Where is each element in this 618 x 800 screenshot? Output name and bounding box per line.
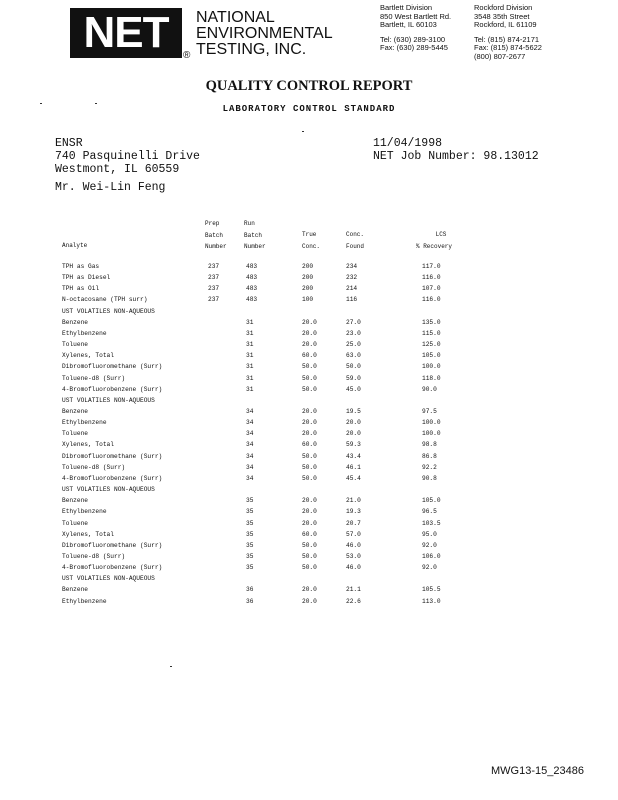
cell-analyte: 4-Bromofluorobenzene (Surr)	[62, 474, 163, 482]
header-run-line-3: Number	[244, 243, 266, 250]
bartlett-fax: Fax: (630) 289-5445	[380, 43, 448, 53]
cell-true-conc: 200	[302, 263, 314, 270]
cell-true-conc: 50.0	[302, 541, 317, 549]
bartlett-name: Bartlett Division	[380, 3, 433, 12]
cell-run-batch: 31	[246, 385, 254, 393]
cell-conc-found: 53.0	[346, 552, 361, 560]
client-address-line-1: 740 Pasquinelli Drive	[55, 150, 200, 163]
cell-analyte: Xylenes, Total	[62, 441, 114, 449]
cell-run-batch: 35	[246, 508, 254, 516]
header-prep-line-3: Number	[205, 243, 227, 250]
cell-conc-found: 22.6	[346, 597, 361, 605]
header-true-conc	[302, 229, 320, 252]
cell-analyte: Ethylbenzene	[62, 329, 107, 337]
rockford-address1: 3548 35th Street	[474, 11, 530, 21]
cell-true-conc: 60.0	[302, 441, 317, 449]
header-lcs-recovery	[416, 229, 452, 252]
table-row	[0, 317, 618, 328]
cell-run-batch: 34	[246, 419, 254, 427]
cell-lcs-recovery: 100.0	[422, 363, 441, 371]
cell-run-batch: 31	[246, 363, 254, 371]
cell-analyte: 4-Bromofluorobenzene (Surr)	[62, 564, 163, 571]
cell-analyte: Benzene	[62, 497, 88, 505]
table-row	[0, 518, 618, 529]
cell-lcs-recovery: 116.0	[422, 296, 441, 304]
cell-lcs-recovery: 96.5	[422, 508, 437, 516]
table-row	[0, 439, 618, 450]
scan-speck	[40, 103, 42, 104]
table-row	[0, 294, 618, 305]
cell-lcs-recovery: 92.2	[422, 463, 437, 471]
rockford-phone: (800) 807-2677	[474, 51, 526, 61]
bartlett-tel: Tel: (630) 289-3100	[380, 34, 446, 44]
cell-lcs-recovery: 105.0	[422, 352, 441, 360]
table-row	[0, 373, 618, 384]
section-header-row	[0, 573, 618, 584]
cell-run-batch: 31	[246, 352, 254, 360]
cell-run-batch: 35	[246, 564, 254, 571]
scan-speck	[302, 131, 304, 132]
cell-analyte: 4-Bromofluorobenzene (Surr)	[62, 385, 163, 393]
cell-true-conc: 20.0	[302, 497, 317, 505]
rockford-tel: Tel: (815) 874-2171	[474, 34, 540, 44]
header-run-batch	[244, 218, 266, 253]
cell-prep-batch: 237	[208, 274, 220, 282]
cell-conc-found: 46.0	[346, 564, 361, 571]
rockford-fax: Fax: (815) 874-5622	[474, 43, 542, 53]
registered-mark: ®	[183, 50, 191, 61]
cell-true-conc: 20.0	[302, 408, 317, 415]
header-lcs-line-2: % Recovery	[416, 242, 453, 250]
cell-true-conc: 20.0	[302, 519, 317, 527]
cell-analyte: Xylenes, Total	[62, 352, 114, 360]
cell-true-conc: 50.0	[302, 564, 317, 571]
cell-conc-found: 59.0	[346, 374, 361, 382]
cell-true-conc: 20.0	[302, 430, 317, 438]
cell-run-batch: 34	[246, 430, 254, 438]
cell-run-batch: 483	[246, 274, 258, 282]
table-row	[0, 462, 618, 473]
cell-conc-found: 63.0	[346, 352, 361, 360]
cell-run-batch: 36	[246, 586, 254, 594]
cell-true-conc: 50.0	[302, 552, 317, 560]
cell-true-conc: 100	[302, 296, 314, 304]
cell-true-conc: 20.0	[302, 318, 317, 326]
job-number: NET Job Number: 98.13012	[373, 150, 539, 163]
table-row	[0, 506, 618, 517]
cell-conc-found: 57.0	[346, 530, 361, 538]
cell-run-batch: 483	[246, 296, 258, 304]
cell-lcs-recovery: 105.5	[422, 586, 441, 594]
cell-true-conc: 20.0	[302, 419, 317, 427]
table-row	[0, 551, 618, 562]
cell-conc-found: 19.5	[346, 408, 361, 415]
cell-true-conc: 50.0	[302, 463, 317, 471]
cell-lcs-recovery: 97.5	[422, 408, 437, 415]
cell-lcs-recovery: 92.0	[422, 541, 437, 549]
cell-run-batch: 31	[246, 341, 254, 349]
table-row	[0, 272, 618, 283]
cell-run-batch: 34	[246, 452, 254, 460]
attention-line: Mr. Wei-Lin Feng	[55, 181, 166, 194]
section-title: UST VOLATILES NON-AQUEOUS	[62, 396, 155, 404]
cell-lcs-recovery: 86.8	[422, 452, 437, 460]
cell-analyte: Ethylbenzene	[62, 508, 107, 516]
header-true-line-2: Conc.	[302, 242, 321, 250]
table-row	[0, 529, 618, 540]
cell-analyte: Toluene-d8 (Surr)	[62, 374, 126, 382]
cell-true-conc: 20.0	[302, 508, 317, 516]
cell-true-conc: 20.0	[302, 597, 317, 605]
cell-lcs-recovery: 100.0	[422, 419, 441, 427]
header-run-line-2: Batch	[244, 231, 263, 239]
table-row	[0, 283, 618, 294]
cell-run-batch: 31	[246, 318, 254, 326]
bartlett-address1: 850 West Bartlett Rd.	[380, 11, 452, 21]
cell-true-conc: 20.0	[302, 341, 317, 349]
header-found-line-2: Found	[346, 242, 365, 250]
cell-run-batch: 34	[246, 463, 254, 471]
cell-lcs-recovery: 103.5	[422, 519, 441, 527]
cell-lcs-recovery: 125.0	[422, 341, 441, 349]
cell-conc-found: 20.7	[346, 519, 361, 527]
cell-analyte: Ethylbenzene	[62, 597, 107, 605]
cell-analyte: Toluene	[62, 341, 88, 349]
cell-analyte: Benzene	[62, 318, 88, 326]
cell-lcs-recovery: 95.0	[422, 530, 437, 538]
table-row	[0, 596, 618, 607]
job-info-block	[373, 137, 539, 163]
cell-analyte: Toluene-d8 (Surr)	[62, 463, 126, 471]
table-row	[0, 339, 618, 350]
net-logo: NET	[70, 8, 182, 58]
table-row	[0, 473, 618, 484]
cell-true-conc: 200	[302, 274, 314, 282]
section-title: UST VOLATILES NON-AQUEOUS	[62, 307, 155, 315]
cell-analyte: Dibromofluoromethane (Surr)	[62, 452, 163, 460]
cell-analyte: Toluene	[62, 519, 88, 527]
report-subtitle: LABORATORY CONTROL STANDARD	[222, 104, 396, 114]
cell-conc-found: 20.0	[346, 430, 361, 438]
cell-conc-found: 25.0	[346, 341, 361, 349]
table-row	[0, 406, 618, 417]
section-title: UST VOLATILES NON-AQUEOUS	[62, 575, 155, 583]
cell-run-batch: 35	[246, 530, 254, 538]
rockford-name: Rockford Division	[474, 3, 533, 12]
cell-analyte: N-octacosane (TPH surr)	[62, 296, 148, 304]
cell-analyte: TPH as Oil	[62, 285, 100, 293]
cell-true-conc: 50.0	[302, 374, 317, 382]
company-line-1: NATIONAL	[196, 9, 275, 26]
cell-conc-found: 59.3	[346, 441, 361, 449]
table-row	[0, 451, 618, 462]
table-row	[0, 350, 618, 361]
cell-run-batch: 36	[246, 597, 254, 605]
header-conc-found	[346, 229, 364, 252]
cell-conc-found: 43.4	[346, 452, 361, 460]
cell-lcs-recovery: 106.0	[422, 552, 441, 560]
cell-analyte: Benzene	[62, 586, 88, 594]
report-date: 11/04/1998	[373, 137, 443, 150]
header-true-line-1: True	[302, 231, 317, 238]
cell-true-conc: 50.0	[302, 363, 317, 371]
cell-conc-found: 232	[346, 274, 358, 282]
company-line-2: ENVIRONMENTAL	[196, 25, 333, 42]
header-found-line-1: Conc.	[346, 231, 365, 238]
cell-conc-found: 45.4	[346, 474, 361, 482]
cell-lcs-recovery: 116.0	[422, 274, 441, 282]
rockford-division	[474, 4, 542, 62]
client-name: ENSR	[55, 137, 83, 150]
document-id: MWG13-15_23486	[491, 765, 584, 777]
cell-prep-batch: 237	[208, 296, 220, 304]
cell-conc-found: 23.0	[346, 329, 361, 337]
cell-true-conc: 20.0	[302, 329, 317, 337]
cell-lcs-recovery: 105.0	[422, 497, 441, 505]
cell-run-batch: 34	[246, 441, 254, 449]
cell-analyte: Benzene	[62, 408, 88, 415]
cell-analyte: Toluene-d8 (Surr)	[62, 552, 126, 560]
cell-conc-found: 21.0	[346, 497, 361, 505]
cell-conc-found: 46.0	[346, 541, 361, 549]
cell-run-batch: 35	[246, 552, 254, 560]
cell-analyte: Toluene	[62, 430, 88, 438]
table-row	[0, 361, 618, 372]
cell-run-batch: 31	[246, 374, 254, 382]
table-row	[0, 417, 618, 428]
client-address-line-2: Westmont, IL 60559	[55, 163, 180, 176]
header-prep-line-2: Batch	[205, 231, 224, 239]
cell-conc-found: 19.3	[346, 508, 361, 516]
cell-conc-found: 45.0	[346, 385, 361, 393]
cell-true-conc: 60.0	[302, 352, 317, 360]
cell-lcs-recovery: 115.0	[422, 329, 441, 337]
cell-run-batch: 483	[246, 285, 258, 293]
table-row	[0, 328, 618, 339]
table-row	[0, 562, 618, 573]
cell-analyte: TPH as Gas	[62, 263, 100, 270]
cell-conc-found: 46.1	[346, 463, 361, 471]
cell-run-batch: 34	[246, 474, 254, 482]
header-prep-line-1: Prep	[205, 220, 220, 227]
cell-lcs-recovery: 90.0	[422, 385, 437, 393]
cell-lcs-recovery: 90.8	[422, 474, 437, 482]
cell-conc-found: 50.0	[346, 363, 361, 371]
table-row	[0, 540, 618, 551]
cell-prep-batch: 237	[208, 263, 220, 270]
cell-true-conc: 50.0	[302, 385, 317, 393]
cell-true-conc: 60.0	[302, 530, 317, 538]
cell-lcs-recovery: 135.0	[422, 318, 441, 326]
cell-true-conc: 50.0	[302, 452, 317, 460]
cell-lcs-recovery: 98.8	[422, 441, 437, 449]
cell-analyte: TPH as Diesel	[62, 274, 111, 282]
header-prep-batch	[205, 218, 227, 253]
scan-speck	[95, 103, 97, 104]
header-analyte: Analyte	[62, 242, 88, 249]
cell-lcs-recovery: 92.0	[422, 564, 437, 571]
table-row	[0, 384, 618, 395]
section-header-row	[0, 306, 618, 317]
cell-conc-found: 21.1	[346, 586, 361, 594]
cell-conc-found: 20.0	[346, 419, 361, 427]
table-row	[0, 428, 618, 439]
section-header-row	[0, 484, 618, 495]
bartlett-address2: Bartlett, IL 60103	[380, 20, 437, 30]
cell-conc-found: 234	[346, 263, 358, 270]
cell-conc-found: 116	[346, 296, 358, 304]
cell-lcs-recovery: 113.0	[422, 597, 441, 605]
table-row	[0, 261, 618, 272]
cell-run-batch: 35	[246, 497, 254, 505]
cell-prep-batch: 237	[208, 285, 220, 293]
cell-run-batch: 34	[246, 408, 254, 415]
report-title: QUALITY CONTROL REPORT	[205, 78, 413, 94]
cell-analyte: Ethylbenzene	[62, 419, 107, 427]
cell-conc-found: 214	[346, 285, 358, 293]
cell-lcs-recovery: 107.0	[422, 285, 441, 293]
section-title: UST VOLATILES NON-AQUEOUS	[62, 486, 155, 493]
scan-speck	[170, 666, 172, 667]
header-lcs-line-1: LCS	[435, 231, 447, 238]
table-row	[0, 495, 618, 506]
bartlett-division	[380, 4, 451, 53]
cell-analyte: Dibromofluoromethane (Surr)	[62, 363, 163, 371]
cell-run-batch: 483	[246, 263, 258, 270]
table-row	[0, 584, 618, 595]
company-name	[196, 10, 333, 58]
rockford-address2: Rockford, IL 61109	[474, 20, 537, 30]
cell-analyte: Xylenes, Total	[62, 530, 114, 538]
cell-run-batch: 31	[246, 329, 254, 337]
section-header-row	[0, 395, 618, 406]
company-line-3: TESTING, INC.	[196, 41, 307, 58]
cell-analyte: Dibromofluoromethane (Surr)	[62, 541, 163, 549]
client-address-block	[55, 137, 200, 176]
cell-true-conc: 20.0	[302, 586, 317, 594]
header-run-line-1: Run	[244, 220, 255, 227]
cell-run-batch: 35	[246, 541, 254, 549]
cell-true-conc: 50.0	[302, 474, 317, 482]
cell-true-conc: 200	[302, 285, 314, 293]
cell-run-batch: 35	[246, 519, 254, 527]
cell-lcs-recovery: 100.0	[422, 430, 441, 438]
cell-lcs-recovery: 118.0	[422, 374, 441, 382]
cell-conc-found: 27.0	[346, 318, 361, 326]
cell-lcs-recovery: 117.0	[422, 263, 441, 270]
